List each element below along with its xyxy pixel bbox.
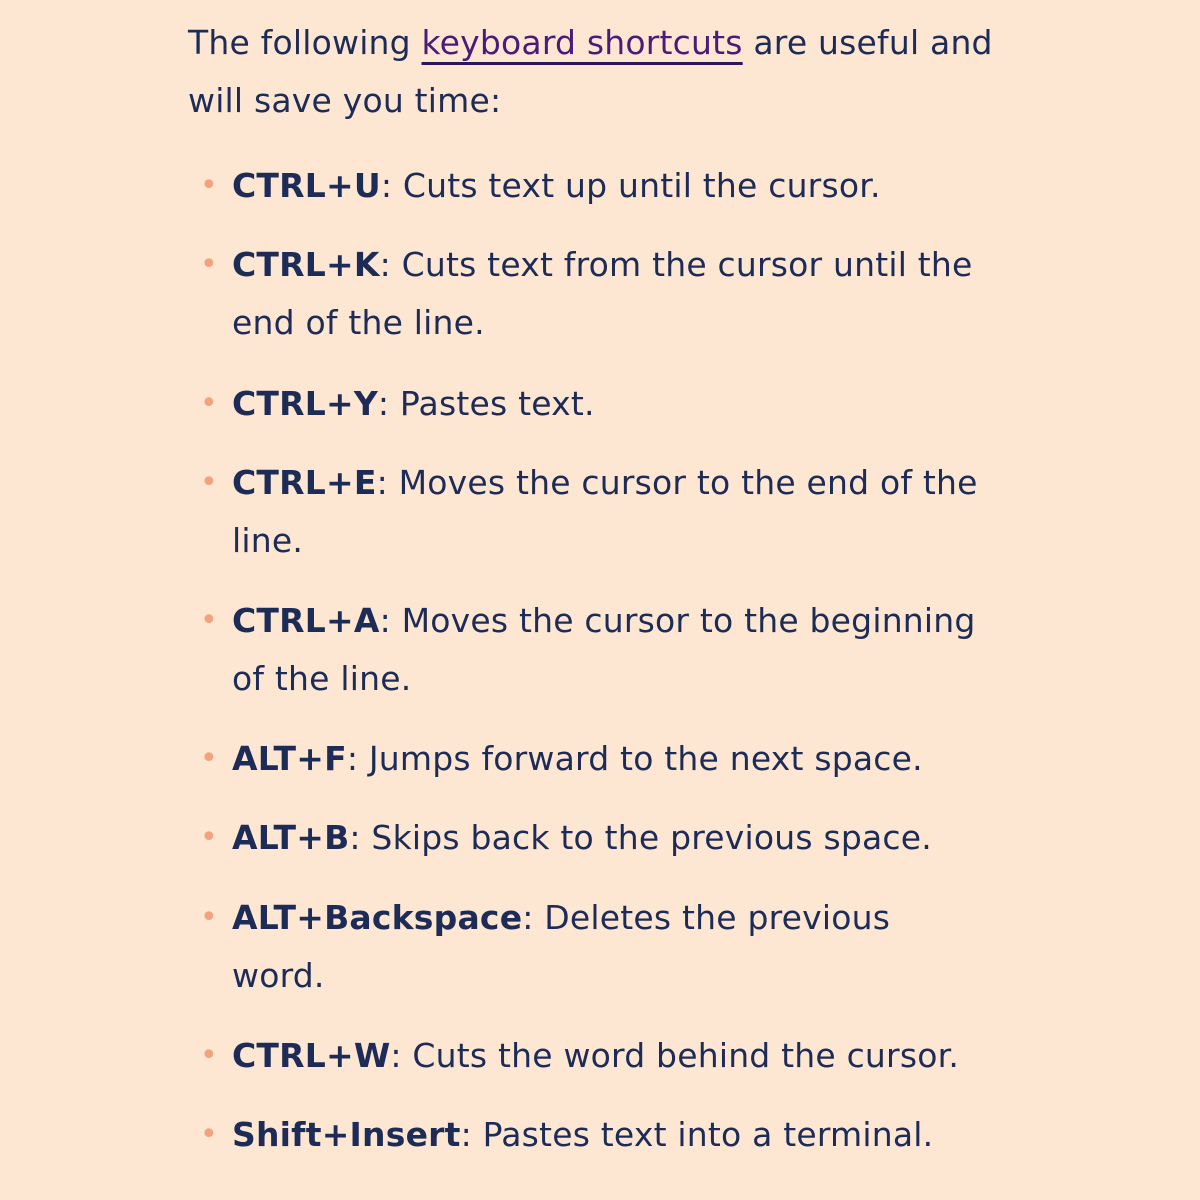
shortcut-key: CTRL+W	[232, 1036, 391, 1075]
bullet-icon: •	[200, 247, 218, 282]
list-item	[200, 592, 992, 708]
bullet-icon: •	[200, 465, 218, 500]
shortcut-key: CTRL+K	[232, 245, 380, 284]
list-item	[200, 809, 992, 867]
keyboard-shortcuts-link[interactable]: keyboard shortcuts	[421, 23, 743, 62]
bullet-icon: •	[200, 386, 218, 421]
shortcut-key: ALT+F	[232, 739, 347, 778]
list-item	[200, 454, 992, 570]
shortcut-key: CTRL+U	[232, 166, 381, 205]
shortcut-key: ALT+B	[232, 818, 350, 857]
shortcut-description: : Pastes text.	[377, 384, 595, 423]
shortcut-key: ALT+Backspace	[232, 898, 523, 937]
list-item	[200, 236, 992, 352]
shortcut-key: CTRL+E	[232, 463, 377, 502]
list-item	[200, 730, 992, 788]
shortcut-key: Shift+Insert	[232, 1115, 461, 1154]
intro-paragraph	[188, 14, 1028, 130]
shortcut-description: : Moves the cursor to the beginning of the line.	[232, 601, 976, 698]
bullet-icon: •	[200, 603, 218, 638]
bullet-icon: •	[200, 1038, 218, 1073]
intro-text-start: The following	[188, 23, 422, 62]
shortcut-description: : Skips back to the previous space.	[349, 818, 932, 857]
list-item	[200, 889, 992, 1005]
shortcut-description: : Cuts the word behind the cursor.	[390, 1036, 960, 1075]
shortcut-description: : Pastes text into a terminal.	[460, 1115, 934, 1154]
bullet-icon: •	[200, 168, 218, 203]
list-item	[200, 1106, 992, 1164]
list-item	[200, 1027, 992, 1085]
shortcut-description: : Deletes the previous word.	[232, 898, 891, 995]
intro-text-end: are useful and will save you time:	[188, 23, 993, 120]
shortcut-key: CTRL+Y	[232, 384, 378, 423]
bullet-icon: •	[200, 741, 218, 776]
shortcut-description: : Jumps forward to the next space.	[346, 739, 923, 778]
shortcut-description: : Moves the cursor to the end of the line.	[232, 463, 978, 560]
bullet-icon: •	[200, 820, 218, 855]
shortcut-description: : Cuts text up until the cursor.	[380, 166, 881, 205]
article-body	[188, 0, 1028, 1200]
shortcut-key: CTRL+A	[232, 601, 380, 640]
bullet-icon: •	[200, 900, 218, 935]
list-item	[200, 375, 992, 433]
bullet-icon: •	[200, 1117, 218, 1152]
list-item	[200, 157, 992, 215]
shortcut-description: : Cuts text from the cursor until the end of the line.	[232, 245, 973, 342]
